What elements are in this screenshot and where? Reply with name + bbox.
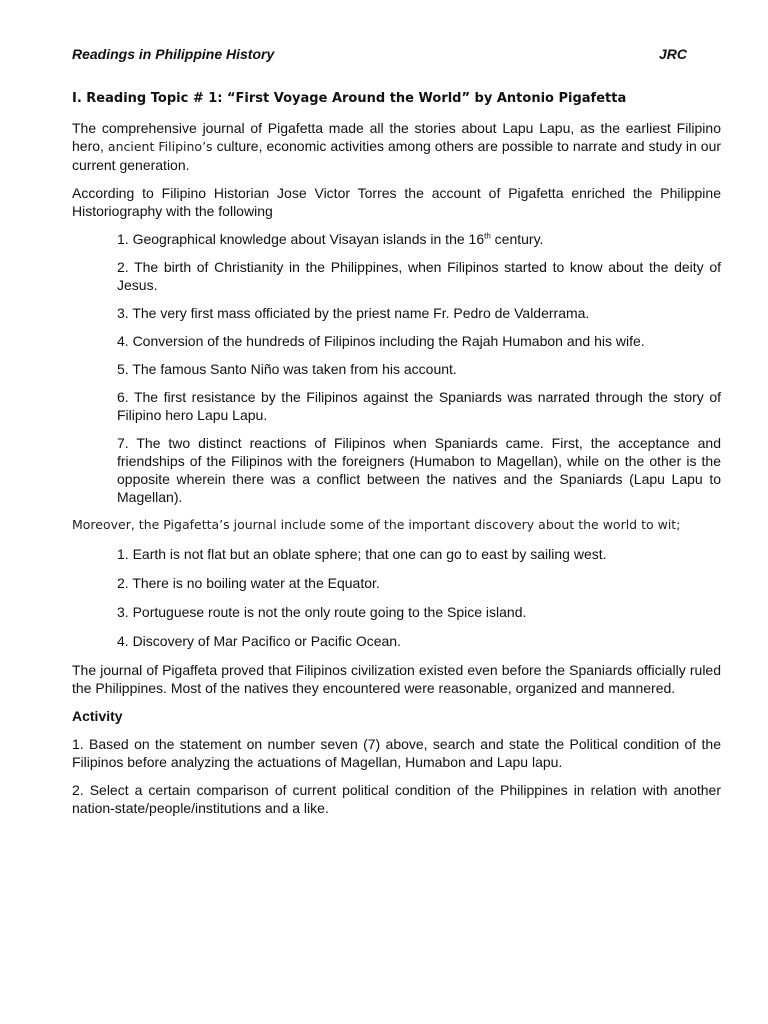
activity-item: 1. Based on the statement on number seven (7) above, search and state the Political condition of the Filipinos before analyzing the actuations of Magellan, Humabon and Lapu lapu.	[72, 736, 721, 770]
moreover-paragraph: Moreover, the Pigafetta’s journal include some of the important discovery about the world to wit;	[72, 517, 681, 532]
list-item: 3. Portuguese route is not the only route going to the Spice island.	[117, 604, 527, 620]
list-item: 3. The very first mass officiated by the priest name Fr. Pedro de Valderrama.	[117, 305, 590, 321]
conclusion-paragraph: The journal of Pigaffeta proved that Filipinos civilization existed even before the Spaniards officially ruled the Philippines. Most of the natives they encountered were reasonable, organized and mannered.	[72, 662, 721, 696]
page-header	[72, 45, 687, 65]
list-item: 4. Conversion of the hundreds of Filipinos including the Rajah Humabon and his wife.	[117, 333, 645, 349]
course-title: Readings in Philippine History	[72, 46, 275, 62]
superscript: th	[484, 231, 491, 241]
intro-part-1: The comprehensive journal of Pigafetta made all the stories about Lapu Lapu, as the earliest Filipino hero,	[72, 120, 721, 154]
list-item: 5. The famous Santo Niño was taken from his account.	[117, 361, 457, 377]
author-initials: JRC	[658, 46, 687, 62]
document-body	[72, 90, 721, 827]
intro-part-3: culture, economic activities among others are possible to narrate and study in our current generation.	[72, 138, 722, 173]
contributions-list	[72, 230, 721, 506]
activity-item: 2. Select a certain comparison of current political condition of the Philippines in relation with another nation-state/people/institutions and a like.	[72, 782, 721, 816]
list-item: 2. There is no boiling water at the Equator.	[117, 575, 380, 591]
list-item: 6. The first resistance by the Filipinos against the Spaniards was narrated through the story of Filipino hero Lapu Lapu.	[117, 389, 721, 423]
list-item: 7. The two distinct reactions of Filipinos when Spaniards came. First, the acceptance and friendships of the Filipinos with the foreigners (Humabon to Magellan), while on the other is the opposite wherein there was a conflict between the natives and the Spaniards (Lapu Lapu to Magellan).	[117, 435, 721, 505]
list-item: 1. Earth is not flat but an oblate sphere; that one can go to east by sailing west.	[117, 546, 607, 562]
activity-heading: Activity	[72, 708, 123, 724]
discoveries-list	[72, 545, 721, 650]
topic-heading: I. Reading Topic # 1: “First Voyage Around the World” by Antonio Pigafetta	[72, 91, 627, 106]
list-item	[117, 230, 721, 248]
list-item: 4. Discovery of Mar Pacifico or Pacific Ocean.	[117, 633, 401, 649]
list-item: 2. The birth of Christianity in the Philippines, when Filipinos started to know about the deity of Jesus.	[117, 259, 721, 293]
torres-paragraph: According to Filipino Historian Jose Victor Torres the account of Pigafetta enriched the Philippine Historiography with the following	[72, 185, 721, 219]
intro-part-2: ancient Filipino’s	[107, 139, 213, 154]
list-item-text-end: century.	[490, 231, 544, 247]
list-item-text: 1. Geographical knowledge about Visayan islands in the 16	[117, 231, 485, 247]
intro-paragraph	[72, 119, 721, 174]
